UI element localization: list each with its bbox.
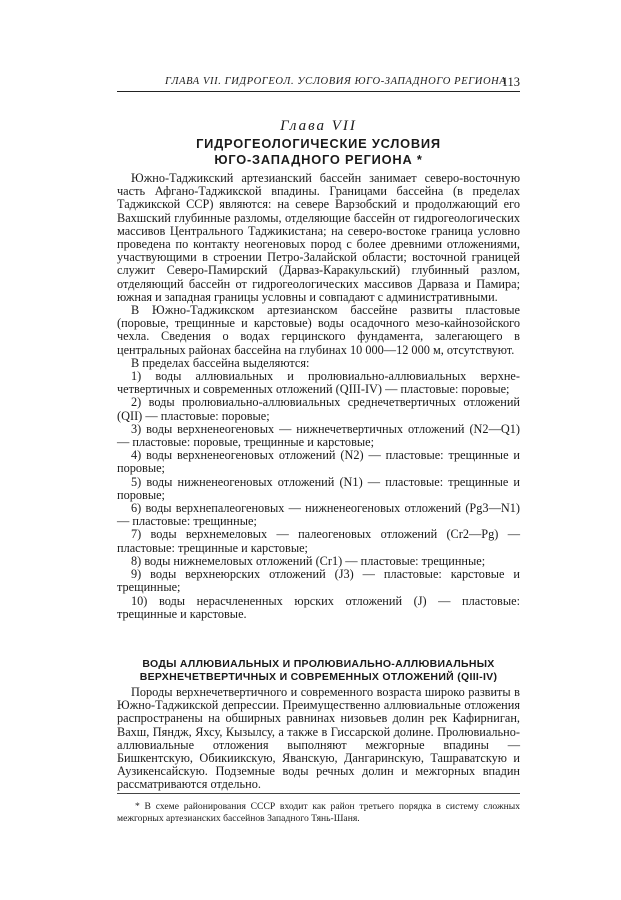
paragraph: Породы верхнечетвертичного и современного возраста широко развиты в Южно-Таджикской депрессии. Преимущественно аллювиальные отложения распространены на обширных равнинах низовьев долин рек Кафирниган, Вахш, Пяндж, Яхсу, Кызылсу, а также в Гиссарской долине. Пролювиально-аллювиальные отложения выполняют межгорные впадины — Бишкентскую, Обикиикскую, Яванскую, Дангаринскую, Ташраватскую и Аузикенсайскую. Подземные воды речных долин и межгорных впадин рассматриваются отдельно. [117, 685, 520, 792]
list-item: 3) воды верхненеогеновых — нижнечетвертичных отложений (N2—Q1) — пластовые: поровые, трещинные и карстовые; [117, 421, 520, 450]
section-heading-line2: ВЕРХНЕЧЕТВЕРТИЧНЫХ И СОВРЕМЕННЫХ ОТЛОЖЕНИЙ (QIII-IV) [139, 671, 498, 683]
list-item: 1) воды аллювиальных и пролювиально-аллювиальных верхнечетвертичных и современных отложений (QIII-IV) — пластовые: поровые; [117, 369, 520, 397]
section-heading-line1: ВОДЫ АЛЛЮВИАЛЬНЫХ И ПРОЛЮВИАЛЬНО-АЛЛЮВИАЛЬНЫХ [142, 658, 495, 670]
page-number: 113 [501, 75, 520, 89]
footnote [117, 801, 520, 825]
list-item: 2) воды пролювиально-аллювиальных среднечетвертичных отложений (QII) — пластовые: поровые; [117, 395, 520, 423]
running-header [117, 76, 520, 92]
section-text [117, 686, 520, 792]
list-item: 9) воды верхнеюрских отложений (J3) — пластовые: карстовые и трещинные; [117, 567, 520, 595]
list-item: 7) воды верхнемеловых — палеогеновых отложений (Cr2—Pg) — пластовые: трещинные и карстовые; [117, 527, 520, 555]
chapter-title-line1: ГИДРОГЕОЛОГИЧЕСКИЕ УСЛОВИЯ [196, 136, 441, 151]
list-item: 4) воды верхненеогеновых отложений (N2) — пластовые: трещинные и поровые; [117, 448, 520, 476]
list-item: 6) воды верхнепалеогеновых — нижненеогеновых отложений (Pg3—N1) — пластовые: трещинные; [117, 501, 520, 529]
chapter-title-line2: ЮГО-ЗАПАДНОГО РЕГИОНА * [214, 152, 423, 167]
chapter-label: Глава VII [280, 118, 357, 134]
chapter-title [117, 136, 520, 168]
section-heading [117, 658, 520, 684]
list-item: 10) воды нерасчлененных юрских отложений (J) — пластовые: трещинные и карстовые. [117, 593, 520, 621]
list-item: 5) воды нижненеогеновых отложений (N1) — пластовые: трещинные и поровые; [117, 474, 520, 502]
header-rule [117, 91, 520, 92]
paragraph: Южно-Таджикский артезианский бассейн занимает северо-восточную часть Афгано-Таджикской впадины. Границами бассейна (в пределах Таджикской ССР) являются: на севере Варзобский и продолжающий его Вахшский глубинные разломы, отделяющие бассейн от гидрогеологических массивов Центрального Таджикистана; на северо-востоке граница условно проведена по контакту неогеновых пород с более древними отложениями, участвующими в строении Петро-Залайской области; восточной границей служит Северо-Памирский (Дарваз-Каракульский) глубинный разлом, отделяющий бассейн от гидрогеологических массивов Дарваза и Памира; южная и западная границы условны и совпадают с административными. [117, 171, 520, 304]
main-text [117, 172, 520, 621]
list-item: 8) воды нижнемеловых отложений (Cr1) — пластовые: трещинные; [131, 553, 486, 568]
paragraph: В Южно-Таджикском артезианском бассейне развиты пластовые (поровые, трещинные и карстовые) воды осадочного мезо-кайнозойского чехла. Сведения о водах герцинского фундамента, залегающего в центральных районах бассейна на глубинах 10 000—12 000 м, отсутствуют. [117, 303, 520, 357]
running-title: ГЛАВА VII. ГИДРОГЕОЛ. УСЛОВИЯ ЮГО-ЗАПАДНОГО РЕГИОНА [165, 76, 507, 87]
footnote-text: * В схеме районирования СССР входит как район третьего порядка в систему сложных межгорных артезианских бассейнов Западного Тянь-Шаня. [117, 801, 520, 824]
footnote-rule [117, 793, 520, 794]
paragraph: В пределах бассейна выделяются: [131, 355, 310, 370]
